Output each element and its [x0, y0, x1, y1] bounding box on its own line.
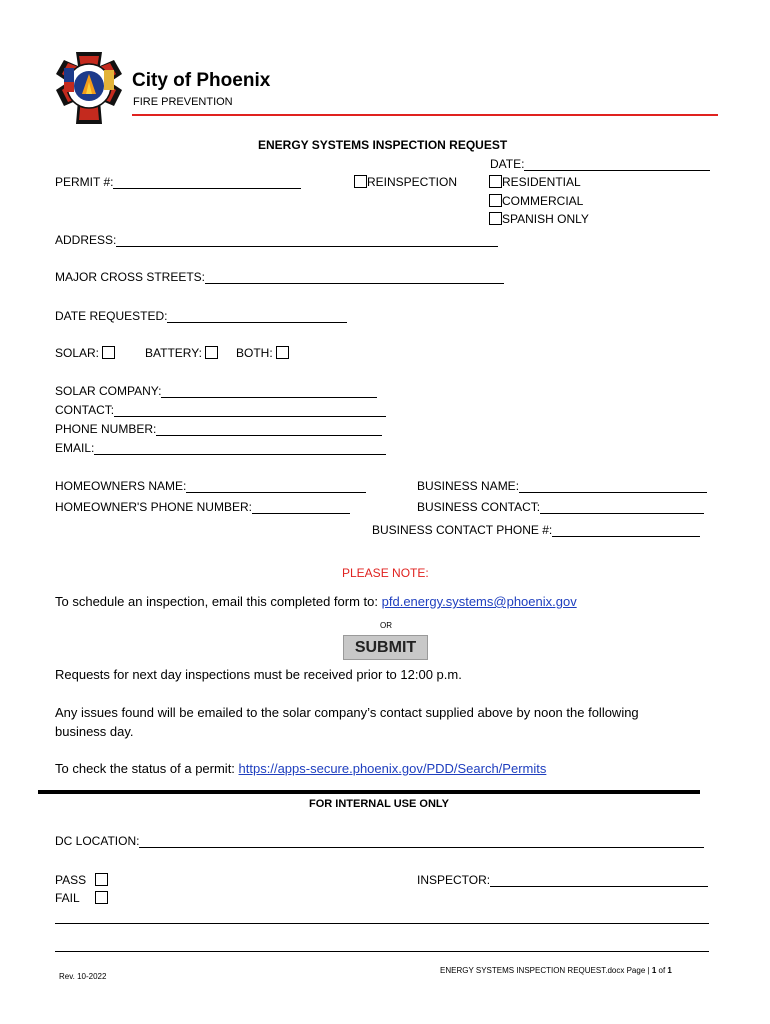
- document-footer: [440, 966, 672, 975]
- homeowner-phone-label: HOMEOWNER'S PHONE NUMBER:: [55, 500, 252, 514]
- business-contact-label: BUSINESS CONTACT:: [417, 500, 541, 514]
- page-separator: |: [647, 966, 650, 975]
- solar-company-field: [55, 384, 377, 398]
- cross-streets-label: MAJOR CROSS STREETS:: [55, 270, 206, 284]
- business-contact-field: [417, 500, 704, 514]
- battery-label: BATTERY:: [145, 346, 202, 360]
- date-requested-field: [55, 309, 347, 323]
- permit-field: [55, 175, 301, 189]
- internal-heading: FOR INTERNAL USE ONLY: [309, 798, 449, 810]
- both-option: [236, 346, 289, 360]
- submit-button[interactable]: SUBMIT: [343, 635, 428, 660]
- permit-status-link[interactable]: https://apps-secure.phoenix.gov/PDD/Search/Permits: [238, 761, 547, 776]
- cross-streets-field: [55, 270, 504, 284]
- please-note-heading: PLEASE NOTE:: [342, 566, 429, 580]
- address-label: ADDRESS:: [55, 233, 117, 247]
- form-title: ENERGY SYSTEMS INSPECTION REQUEST: [258, 138, 508, 152]
- business-name-label: BUSINESS NAME:: [417, 479, 520, 493]
- homeowner-phone-field: [55, 500, 350, 514]
- pass-checkbox[interactable]: [95, 873, 108, 886]
- phone-input[interactable]: [156, 423, 382, 436]
- spanish-option: [489, 212, 589, 226]
- schedule-text: To schedule an inspection, email this completed form to:: [55, 594, 379, 609]
- phone-label: PHONE NUMBER:: [55, 422, 157, 436]
- homeowner-name-input[interactable]: [186, 480, 366, 493]
- date-field: [490, 157, 710, 171]
- fail-option: [55, 891, 108, 905]
- cross-streets-input[interactable]: [205, 271, 504, 284]
- date-input[interactable]: [524, 158, 710, 171]
- notes-line-1[interactable]: [55, 922, 709, 924]
- issues-note-line1: Any issues found will be emailed to the solar company’s contact supplied above by noon the following: [55, 705, 639, 720]
- page-word: Page: [626, 966, 646, 975]
- battery-option: [145, 346, 218, 360]
- solar-company-input[interactable]: [161, 385, 377, 398]
- fail-label: FAIL: [55, 891, 80, 905]
- battery-checkbox[interactable]: [205, 346, 218, 359]
- inspector-field: [417, 873, 708, 887]
- dc-location-input[interactable]: [139, 835, 704, 848]
- business-phone-field: [372, 523, 700, 537]
- email-input[interactable]: [94, 442, 386, 455]
- city-name: City of Phoenix: [132, 70, 271, 91]
- both-checkbox[interactable]: [276, 346, 289, 359]
- homeowner-name-label: HOMEOWNERS NAME:: [55, 479, 187, 493]
- permit-input[interactable]: [113, 176, 301, 189]
- status-instructions: [55, 761, 546, 776]
- notes-line-2[interactable]: [55, 950, 709, 952]
- business-phone-label: BUSINESS CONTACT PHONE #:: [372, 523, 553, 537]
- reinspection-option: [354, 175, 457, 189]
- solar-option: [55, 346, 115, 360]
- schedule-instructions: [55, 594, 577, 609]
- issues-note-line2: business day.: [55, 724, 134, 739]
- next-day-note: Requests for next day inspections must be received prior to 12:00 p.m.: [55, 667, 462, 682]
- dc-location-field: [55, 834, 704, 848]
- email-field: [55, 441, 386, 455]
- commercial-label: COMMERCIAL: [502, 194, 584, 208]
- fail-checkbox[interactable]: [95, 891, 108, 904]
- residential-label: RESIDENTIAL: [502, 175, 581, 189]
- spanish-label: SPANISH ONLY: [502, 212, 589, 226]
- reinspection-checkbox[interactable]: [354, 175, 367, 188]
- pass-option: [55, 873, 108, 887]
- inspector-input[interactable]: [490, 874, 708, 887]
- business-phone-input[interactable]: [552, 524, 700, 537]
- residential-checkbox[interactable]: [489, 175, 502, 188]
- residential-option: [489, 175, 581, 189]
- spanish-checkbox[interactable]: [489, 212, 502, 225]
- date-requested-input[interactable]: [167, 310, 347, 323]
- inspector-label: INSPECTOR:: [417, 873, 491, 887]
- doc-name: ENERGY SYSTEMS INSPECTION REQUEST.docx: [440, 966, 625, 975]
- page-total: 1: [667, 966, 672, 975]
- or-separator: OR: [380, 621, 392, 630]
- schedule-email-link[interactable]: pfd.energy.systems@phoenix.gov: [381, 594, 577, 609]
- address-field: [55, 233, 498, 247]
- page-number: 1: [651, 966, 657, 975]
- internal-divider: [38, 790, 700, 794]
- email-label: EMAIL:: [55, 441, 95, 455]
- solar-label: SOLAR:: [55, 346, 100, 360]
- header-divider: [132, 114, 718, 116]
- permit-label: PERMIT #:: [55, 175, 114, 189]
- homeowner-name-field: [55, 479, 366, 493]
- of-word: of: [658, 966, 666, 975]
- both-label: BOTH:: [236, 346, 273, 360]
- contact-label: CONTACT:: [55, 403, 115, 417]
- commercial-option: [489, 194, 583, 208]
- contact-input[interactable]: [114, 404, 386, 417]
- phone-field: [55, 422, 382, 436]
- business-name-input[interactable]: [519, 480, 707, 493]
- revision-label: Rev. 10-2022: [59, 972, 107, 981]
- solar-checkbox[interactable]: [102, 346, 115, 359]
- status-text: To check the status of a permit:: [55, 761, 235, 776]
- date-requested-label: DATE REQUESTED:: [55, 309, 168, 323]
- pass-label: PASS: [55, 873, 87, 887]
- commercial-checkbox[interactable]: [489, 194, 502, 207]
- contact-field: [55, 403, 386, 417]
- date-label: DATE:: [490, 157, 525, 171]
- fire-department-logo: [46, 48, 132, 128]
- department-name: FIRE PREVENTION: [133, 96, 233, 108]
- address-input[interactable]: [116, 234, 498, 247]
- homeowner-phone-input[interactable]: [252, 501, 350, 514]
- business-name-field: [417, 479, 707, 493]
- dc-location-label: DC LOCATION:: [55, 834, 140, 848]
- reinspection-label: REINSPECTION: [367, 175, 458, 189]
- business-contact-input[interactable]: [540, 501, 704, 514]
- solar-company-label: SOLAR COMPANY:: [55, 384, 162, 398]
